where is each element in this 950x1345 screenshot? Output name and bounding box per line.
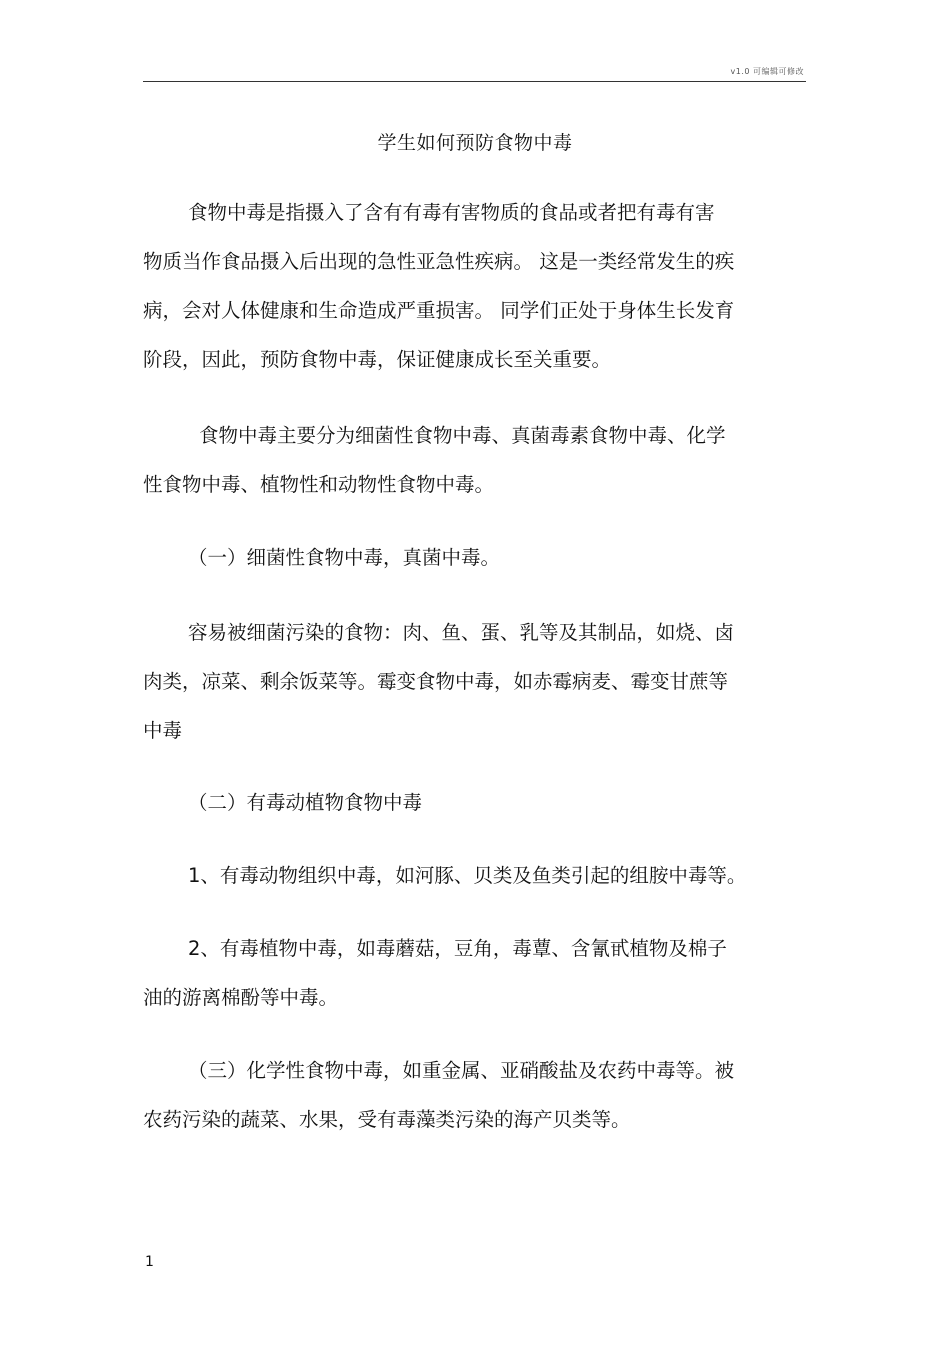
header-version-note: v1.0 可编辑可修改 [730, 67, 804, 76]
document-title: 学生如何预防食物中毒 [377, 132, 573, 154]
section-heading-bacterial [143, 533, 803, 582]
paragraph-line: 性食物中毒、植物性和动物性食物中毒。 [143, 473, 495, 496]
paragraph-bacterial-foods [143, 608, 803, 755]
paragraph-line: （三）化学性食物中毒，如重金属、亚硝酸盐及农药中毒等。被 [188, 1059, 735, 1082]
paragraph-line: 2、有毒植物中毒，如毒蘑菇，豆角，毒蕈、含氰甙植物及棉子 [188, 937, 727, 960]
paragraph-line: 农药污染的蔬菜、水果，受有毒藻类污染的海产贝类等。 [143, 1108, 631, 1131]
paragraph-line: 食物中毒主要分为细菌性食物中毒、真菌毒素食物中毒、化学 [199, 424, 726, 447]
paragraph-line: 油的游离棉酚等中毒。 [143, 986, 339, 1009]
paragraph-line: 食物中毒是指摄入了含有有毒有害物质的食品或者把有毒有害 [188, 201, 715, 224]
list-item-toxic-plant [143, 924, 803, 1022]
paragraph-line: 阶段，因此，预防食物中毒，保证健康成长至关重要。 [143, 348, 612, 371]
paragraph-line: 肉类，凉菜、剩余饭菜等。霉变食物中毒，如赤霉病麦、霉变甘蔗等 [143, 670, 729, 693]
page-number: 1 [145, 1254, 154, 1270]
paragraph-intro [143, 188, 803, 384]
section-chemical [143, 1046, 803, 1144]
paragraph-line: 物质当作食品摄入后出现的急性亚急性疾病。 这是一类经常发生的疾 [143, 250, 735, 273]
list-item-toxic-animal [143, 851, 803, 900]
paragraph-line: 病，会对人体健康和生命造成严重损害。 同学们正处于身体生长发育 [143, 299, 735, 322]
header-divider [143, 81, 806, 82]
section-heading-line: （一）细菌性食物中毒，真菌中毒。 [188, 546, 501, 569]
section-heading-toxic-plants-animals [143, 778, 803, 827]
paragraph-line: 中毒 [143, 719, 183, 742]
section-heading-line: （二）有毒动植物食物中毒 [188, 791, 423, 814]
paragraph-line: 容易被细菌污染的食物：肉、鱼、蛋、乳等及其制品，如烧、卤 [188, 621, 735, 644]
paragraph-classification [143, 411, 803, 509]
paragraph-line: 1、有毒动物组织中毒，如河豚、贝类及鱼类引起的组胺中毒等。 [188, 864, 747, 887]
